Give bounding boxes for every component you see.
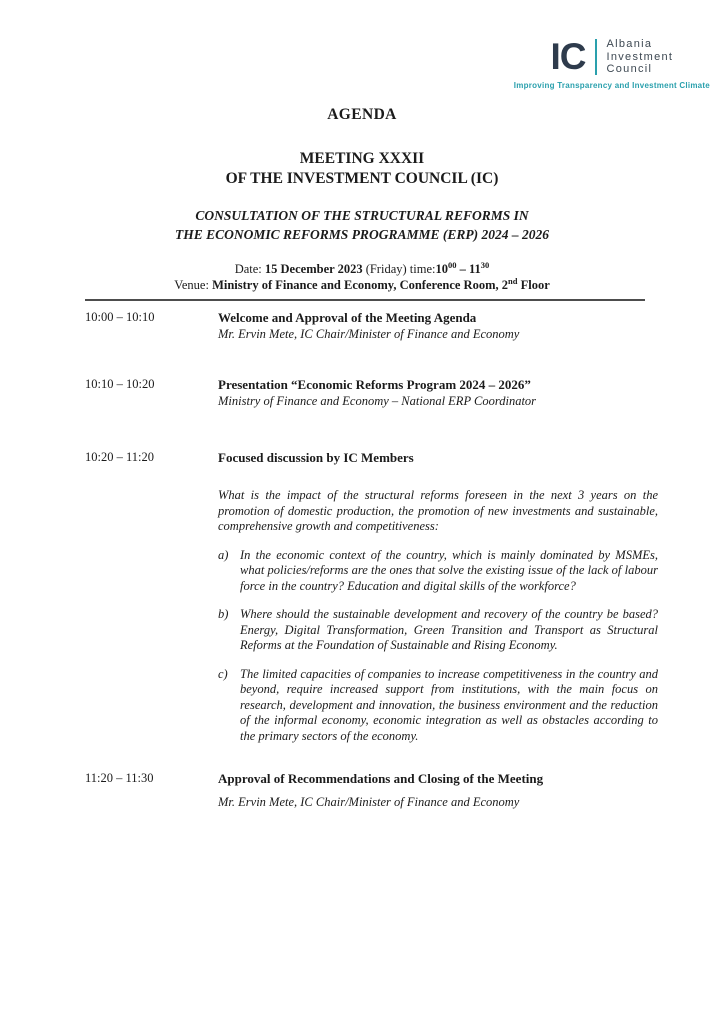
venue-tail: Floor <box>520 278 550 292</box>
agenda-item-3-title: Focused discussion by IC Members <box>218 450 414 465</box>
agenda-item-3-body <box>218 449 658 744</box>
meeting-title-line2: OF THE INVESTMENT COUNCIL (IC) <box>225 170 499 187</box>
date-label: Date: <box>234 262 262 276</box>
subject-title-line1: CONSULTATION OF THE STRUCTURAL REFORMS IN <box>195 208 529 223</box>
logo-divider <box>595 39 597 75</box>
time-sep: – <box>456 262 469 276</box>
agenda-item-3 <box>85 449 658 744</box>
date-mid: (Friday) time: <box>365 262 436 276</box>
org-name-line2: Investment <box>606 50 674 63</box>
time-end: 11 <box>468 262 481 276</box>
aic-org-name <box>606 38 673 76</box>
time-start: 10 <box>435 262 448 276</box>
discussion-point-c-marker: c) <box>218 666 228 681</box>
discussion-point-b-text: Where should the sustainable development and recovery of the country be based? Energy, Digital Transformation, Green Transition and Transport as Structural Reforms at the Foundation of Sustainable and Rising Economy. <box>240 607 658 652</box>
meta-block <box>0 261 724 293</box>
subject-title <box>0 206 724 244</box>
header-divider-rule <box>85 299 645 301</box>
agenda-item-1-title: Welcome and Approval of the Meeting Agenda <box>218 310 477 325</box>
agenda-item-4-time: 11:20 – 11:30 <box>85 771 154 785</box>
org-name-line1: Albania <box>606 38 653 50</box>
agenda-item-2-time: 10:10 – 10:20 <box>85 377 155 391</box>
agenda-item-2-body <box>218 376 658 409</box>
venue-label: Venue: <box>174 278 209 292</box>
agenda-item-1-body <box>218 309 658 342</box>
discussion-point-b-marker: b) <box>218 607 229 621</box>
aic-monogram-icon: IC <box>550 36 586 78</box>
agenda-item-4-speaker: Mr. Ervin Mete, IC Chair/Minister of Finance and Economy <box>218 795 520 809</box>
agenda-item-1-time: 10:00 – 10:10 <box>85 310 155 324</box>
discussion-point-a-text: In the economic context of the country, which is mainly dominated by MSMEs, what policies/reforms are the ones that solve the existing issue of the lack of labour force in the country? Education and digital skills of the workforce? <box>240 547 658 593</box>
aic-logo <box>514 38 710 90</box>
agenda-item-3-intro: What is the impact of the structural reforms foreseen in the next 3 years on the promotion of domestic production, the promotion of new investments and sustainable, comprehensive growth and competitiveness: <box>218 488 658 533</box>
meeting-title <box>0 149 724 189</box>
agenda-item-4 <box>85 770 658 810</box>
doc-title: AGENDA <box>327 106 397 123</box>
aic-tagline: Improving Transparency and Investment Climate <box>513 80 710 90</box>
agenda-item-2-title: Presentation “Economic Reforms Program 2024 – 2026” <box>218 377 531 392</box>
agenda-item-1-speaker: Mr. Ervin Mete, IC Chair/Minister of Finance and Economy <box>218 327 520 341</box>
venue-sup: nd <box>508 275 518 286</box>
meeting-title-line1: MEETING XXXII <box>299 150 425 167</box>
subject-title-line2: THE ECONOMIC REFORMS PROGRAMME (ERP) 2024 – 2026 <box>175 227 549 242</box>
time-end-sup: 30 <box>480 259 490 270</box>
venue-value: Ministry of Finance and Economy, Conference Room, 2 <box>212 278 508 292</box>
agenda-item-4-title: Approval of Recommendations and Closing of the Meeting <box>218 771 544 786</box>
aic-logo-lockup <box>550 38 673 76</box>
agenda-item-2 <box>85 376 658 409</box>
discussion-point-a-marker: a) <box>218 547 229 562</box>
agenda-item-2-speaker: Ministry of Finance and Economy – National ERP Coordinator <box>218 394 537 408</box>
discussion-point-c <box>218 667 658 745</box>
agenda-list <box>85 309 658 810</box>
agenda-item-4-body <box>218 770 658 810</box>
discussion-point-c-text: The limited capacities of companies to increase competitiveness in the country and beyond, require increased support from institutions, with the main focus on research, development and innovation, the business environment and the reduction of the informal economy, economic integration as well as obstacles according to the primary sectors of the economy. <box>240 666 658 743</box>
agenda-item-1 <box>85 309 658 342</box>
discussion-point-a <box>218 548 658 595</box>
discussion-point-b <box>218 607 658 654</box>
date-line <box>0 261 724 277</box>
time-start-sup: 00 <box>447 259 457 270</box>
date-value: 15 December 2023 <box>264 262 363 276</box>
org-name-line3: Council <box>606 63 653 75</box>
agenda-item-3-time: 10:20 – 11:20 <box>85 450 154 464</box>
venue-line <box>0 277 724 293</box>
